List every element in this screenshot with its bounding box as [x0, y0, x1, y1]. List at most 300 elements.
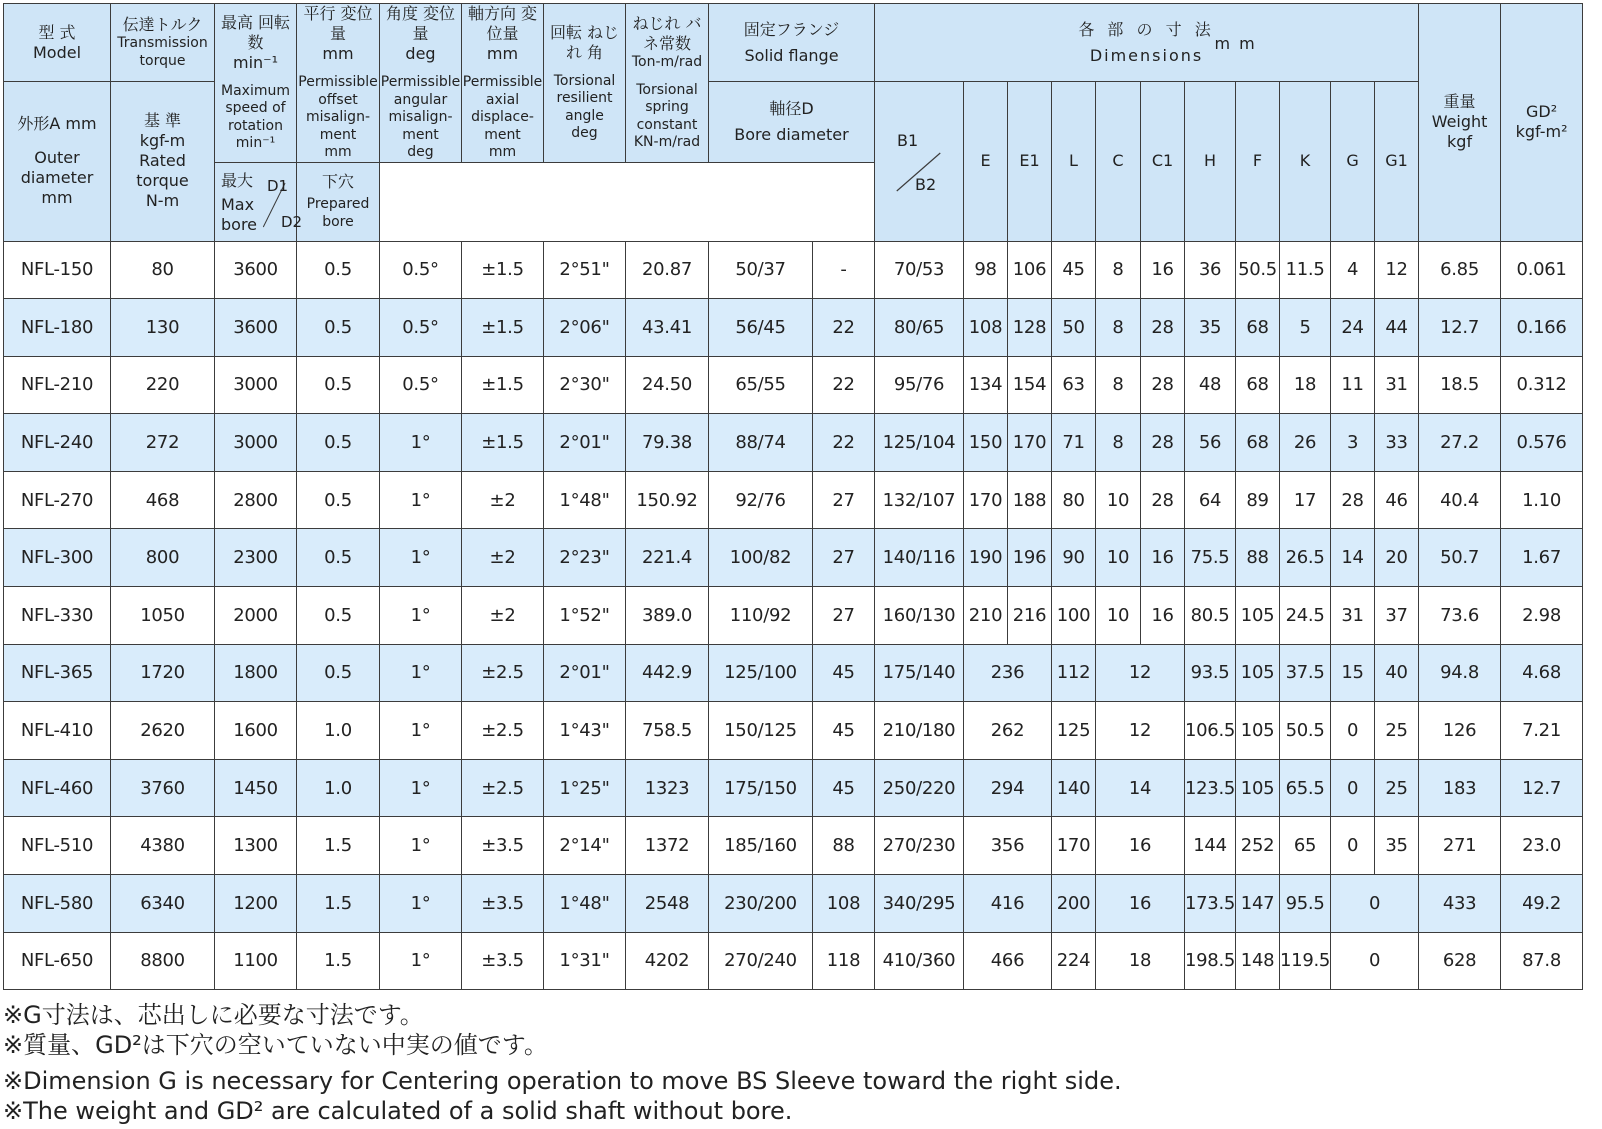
- cell-l: 90: [1052, 529, 1096, 587]
- cell-angular: 1°: [380, 471, 462, 529]
- cell-angular: 1°: [380, 702, 462, 760]
- cell-speed: 3000: [215, 356, 297, 414]
- cell-angular: 1°: [380, 644, 462, 702]
- cell-offset: 0.5: [297, 356, 380, 414]
- cell-l: 200: [1052, 875, 1096, 933]
- cell-gd: 49.2: [1501, 875, 1583, 933]
- cell-ee1: 236: [964, 644, 1052, 702]
- cell-l: 50: [1052, 299, 1096, 357]
- cell-spring: 2548: [626, 875, 709, 933]
- cell-b: 95/76: [875, 356, 964, 414]
- cell-angular: 0.5°: [380, 299, 462, 357]
- cell-spring: 150.92: [626, 471, 709, 529]
- cell-g1: 37: [1375, 587, 1419, 645]
- cell-ee1: 262: [964, 702, 1052, 760]
- cell-e1: 216: [1008, 587, 1052, 645]
- spec-table: [3, 3, 1583, 990]
- cell-e1: 128: [1008, 299, 1052, 357]
- cell-c1: 28: [1141, 299, 1185, 357]
- cell-torsion: 1°48": [544, 471, 626, 529]
- header-angular: 角度 変位量 deg Permissible angular misalign-ment deg: [380, 4, 461, 160]
- cell-torsion: 2°06": [544, 299, 626, 357]
- header-bore-diameter: 軸径D Bore diameter: [709, 82, 875, 163]
- cell-weight: 73.6: [1419, 587, 1501, 645]
- table-row: [4, 817, 1583, 875]
- cell-g: 11: [1331, 356, 1375, 414]
- cell-ee1: 294: [964, 759, 1052, 817]
- cell-axial: ±3.5: [462, 817, 544, 875]
- cell-spring: 221.4: [626, 529, 709, 587]
- cell-torque: 272: [111, 414, 215, 472]
- cell-g1: 25: [1375, 759, 1419, 817]
- cell-model: NFL-510: [4, 817, 111, 875]
- cell-k: 50.5: [1280, 702, 1331, 760]
- cell-f: 68: [1236, 414, 1280, 472]
- cell-model: NFL-210: [4, 356, 111, 414]
- cell-bore: 110/92: [709, 587, 813, 645]
- header-max-bore: 最大 Max bore D1 D2: [215, 162, 297, 241]
- cell-l: 71: [1052, 414, 1096, 472]
- cell-offset: 0.5: [297, 241, 380, 299]
- cell-speed: 1450: [215, 759, 297, 817]
- header-speed: 最高 回転数 min⁻¹ Maximum speed of rotation min⁻¹: [215, 4, 297, 163]
- cell-g1: 25: [1375, 702, 1419, 760]
- cell-torque: 800: [111, 529, 215, 587]
- cell-b: 80/65: [875, 299, 964, 357]
- cell-e: 98: [964, 241, 1008, 299]
- cell-offset: 0.5: [297, 471, 380, 529]
- cell-torque: 4380: [111, 817, 215, 875]
- cell-torque: 2620: [111, 702, 215, 760]
- cell-g: 0: [1331, 759, 1375, 817]
- cell-torque: 80: [111, 241, 215, 299]
- cell-f: 252: [1236, 817, 1280, 875]
- cell-gd: 23.0: [1501, 817, 1583, 875]
- cell-h: 173.5: [1185, 875, 1236, 933]
- cell-torque: 6340: [111, 875, 215, 933]
- cell-angular: 1°: [380, 875, 462, 933]
- cell-model: NFL-180: [4, 299, 111, 357]
- cell-e1: 106: [1008, 241, 1052, 299]
- cell-ee1: 356: [964, 817, 1052, 875]
- table-row: [4, 241, 1583, 299]
- cell-torsion: 2°30": [544, 356, 626, 414]
- cell-torque: 8800: [111, 932, 215, 990]
- cell-c: 10: [1096, 529, 1141, 587]
- cell-gg1: 0: [1331, 875, 1419, 933]
- cell-spring: 442.9: [626, 644, 709, 702]
- cell-model: NFL-410: [4, 702, 111, 760]
- cell-g: 15: [1331, 644, 1375, 702]
- table-row: [4, 587, 1583, 645]
- cell-prep: 108: [813, 875, 875, 933]
- cell-l: 45: [1052, 241, 1096, 299]
- cell-spring: 20.87: [626, 241, 709, 299]
- cell-l: 125: [1052, 702, 1096, 760]
- cell-gd: 1.10: [1501, 471, 1583, 529]
- cell-c1: 16: [1141, 529, 1185, 587]
- cell-speed: 1100: [215, 932, 297, 990]
- cell-angular: 0.5°: [380, 356, 462, 414]
- cell-h: 106.5: [1185, 702, 1236, 760]
- cell-g: 0: [1331, 702, 1375, 760]
- cell-f: 50.5: [1236, 241, 1280, 299]
- cell-c1: 28: [1141, 471, 1185, 529]
- cell-prep: 45: [813, 759, 875, 817]
- header-outer-diameter: 外形A mm Outer diameter mm: [4, 82, 111, 242]
- header-col-e: E: [964, 82, 1008, 242]
- cell-prep: 27: [813, 529, 875, 587]
- cell-bore: 185/160: [709, 817, 813, 875]
- cell-c: 8: [1096, 241, 1141, 299]
- cell-b: 125/104: [875, 414, 964, 472]
- cell-bore: 92/76: [709, 471, 813, 529]
- cell-spring: 1372: [626, 817, 709, 875]
- header-prepared-bore: 下穴 Prepared bore: [297, 162, 380, 241]
- cell-cc1: 12: [1096, 644, 1185, 702]
- cell-cc1: 16: [1096, 817, 1185, 875]
- cell-b: 140/116: [875, 529, 964, 587]
- cell-g1: 33: [1375, 414, 1419, 472]
- cell-k: 5: [1280, 299, 1331, 357]
- cell-prep: 22: [813, 414, 875, 472]
- cell-prep: 27: [813, 587, 875, 645]
- cell-prep: -: [813, 241, 875, 299]
- cell-weight: 12.7: [1419, 299, 1501, 357]
- cell-prep: 118: [813, 932, 875, 990]
- cell-c: 8: [1096, 299, 1141, 357]
- cell-b: 70/53: [875, 241, 964, 299]
- cell-k: 11.5: [1280, 241, 1331, 299]
- cell-l: 100: [1052, 587, 1096, 645]
- cell-b: 175/140: [875, 644, 964, 702]
- cell-e: 134: [964, 356, 1008, 414]
- cell-e1: 188: [1008, 471, 1052, 529]
- header-col-h: H: [1185, 82, 1236, 242]
- cell-c1: 28: [1141, 356, 1185, 414]
- cell-cc1: 14: [1096, 759, 1185, 817]
- dimensions-unit: m m: [1214, 33, 1257, 53]
- header-axial: 軸方向 変位量 mm Permissible axial displace-ment mm: [462, 4, 543, 160]
- cell-e1: 170: [1008, 414, 1052, 472]
- cell-torsion: 1°52": [544, 587, 626, 645]
- cell-model: NFL-150: [4, 241, 111, 299]
- cell-gd: 0.576: [1501, 414, 1583, 472]
- cell-offset: 1.5: [297, 817, 380, 875]
- table-row: [4, 529, 1583, 587]
- cell-weight: 27.2: [1419, 414, 1501, 472]
- cell-ee1: 416: [964, 875, 1052, 933]
- cell-b: 250/220: [875, 759, 964, 817]
- cell-e1: 154: [1008, 356, 1052, 414]
- cell-gg1: 0: [1331, 932, 1419, 990]
- note-weight-jp: ※質量、GD²は下穴の空いていない中実の値です。: [3, 1031, 548, 1059]
- cell-bore: 56/45: [709, 299, 813, 357]
- cell-g1: 35: [1375, 817, 1419, 875]
- header-offset: 平行 変位量 mm Permissible offset misalign-ment mm: [298, 4, 378, 160]
- cell-axial: ±1.5: [462, 356, 544, 414]
- cell-torque: 130: [111, 299, 215, 357]
- cell-c: 8: [1096, 356, 1141, 414]
- cell-h: 123.5: [1185, 759, 1236, 817]
- header-col-f: F: [1236, 82, 1280, 242]
- cell-torsion: 1°25": [544, 759, 626, 817]
- cell-torque: 1720: [111, 644, 215, 702]
- cell-speed: 2300: [215, 529, 297, 587]
- table-row: [4, 644, 1583, 702]
- cell-bore: 125/100: [709, 644, 813, 702]
- cell-angular: 1°: [380, 587, 462, 645]
- cell-offset: 1.5: [297, 932, 380, 990]
- cell-weight: 126: [1419, 702, 1501, 760]
- cell-axial: ±2.5: [462, 644, 544, 702]
- cell-model: NFL-580: [4, 875, 111, 933]
- cell-weight: 94.8: [1419, 644, 1501, 702]
- cell-g1: 40: [1375, 644, 1419, 702]
- note-weight-en: ※The weight and GD² are calculated of a solid shaft without bore.: [3, 1097, 793, 1125]
- header-rated-torque: 基 準 kgf-m Rated torque N-m: [111, 82, 215, 242]
- cell-torsion: 1°43": [544, 702, 626, 760]
- cell-f: 147: [1236, 875, 1280, 933]
- cell-h: 36: [1185, 241, 1236, 299]
- cell-k: 24.5: [1280, 587, 1331, 645]
- cell-b: 210/180: [875, 702, 964, 760]
- cell-torsion: 1°48": [544, 875, 626, 933]
- cell-k: 18: [1280, 356, 1331, 414]
- cell-bore: 50/37: [709, 241, 813, 299]
- cell-gd: 7.21: [1501, 702, 1583, 760]
- cell-g: 24: [1331, 299, 1375, 357]
- cell-prep: 22: [813, 356, 875, 414]
- cell-l: 170: [1052, 817, 1096, 875]
- cell-h: 75.5: [1185, 529, 1236, 587]
- cell-angular: 0.5°: [380, 241, 462, 299]
- cell-b: 132/107: [875, 471, 964, 529]
- cell-e1: 196: [1008, 529, 1052, 587]
- cell-f: 105: [1236, 587, 1280, 645]
- cell-gd: 2.98: [1501, 587, 1583, 645]
- cell-e: 190: [964, 529, 1008, 587]
- cell-bore: 65/55: [709, 356, 813, 414]
- cell-l: 224: [1052, 932, 1096, 990]
- cell-axial: ±2: [462, 529, 544, 587]
- cell-spring: 79.38: [626, 414, 709, 472]
- cell-weight: 50.7: [1419, 529, 1501, 587]
- cell-model: NFL-330: [4, 587, 111, 645]
- table-row: [4, 299, 1583, 357]
- cell-b: 270/230: [875, 817, 964, 875]
- cell-f: 148: [1236, 932, 1280, 990]
- cell-f: 105: [1236, 644, 1280, 702]
- header-col-c: C: [1096, 82, 1141, 242]
- header-col-c1: C1: [1141, 82, 1185, 242]
- cell-model: NFL-460: [4, 759, 111, 817]
- header-col-e1: E1: [1008, 82, 1052, 242]
- cell-axial: ±1.5: [462, 241, 544, 299]
- cell-bore: 175/150: [709, 759, 813, 817]
- header-col-k: K: [1280, 82, 1331, 242]
- cell-gd: 0.312: [1501, 356, 1583, 414]
- cell-f: 68: [1236, 299, 1280, 357]
- cell-l: 63: [1052, 356, 1096, 414]
- cell-weight: 18.5: [1419, 356, 1501, 414]
- cell-h: 144: [1185, 817, 1236, 875]
- cell-h: 93.5: [1185, 644, 1236, 702]
- cell-f: 89: [1236, 471, 1280, 529]
- cell-g1: 46: [1375, 471, 1419, 529]
- cell-speed: 2800: [215, 471, 297, 529]
- cell-weight: 271: [1419, 817, 1501, 875]
- cell-weight: 6.85: [1419, 241, 1501, 299]
- cell-b: 160/130: [875, 587, 964, 645]
- cell-g: 28: [1331, 471, 1375, 529]
- cell-axial: ±1.5: [462, 299, 544, 357]
- cell-offset: 0.5: [297, 644, 380, 702]
- cell-model: NFL-365: [4, 644, 111, 702]
- cell-bore: 88/74: [709, 414, 813, 472]
- cell-angular: 1°: [380, 817, 462, 875]
- cell-l: 112: [1052, 644, 1096, 702]
- header-gd2: GD² kgf-m²: [1501, 4, 1583, 242]
- cell-gd: 0.061: [1501, 241, 1583, 299]
- cell-angular: 1°: [380, 759, 462, 817]
- table-row: [4, 702, 1583, 760]
- cell-g: 3: [1331, 414, 1375, 472]
- cell-c1: 16: [1141, 587, 1185, 645]
- cell-torque: 468: [111, 471, 215, 529]
- cell-c: 10: [1096, 471, 1141, 529]
- note-g-dimension-jp: ※G寸法は、芯出しに必要な寸法です。: [3, 1001, 424, 1029]
- cell-axial: ±2.5: [462, 702, 544, 760]
- cell-g: 31: [1331, 587, 1375, 645]
- cell-cc1: 16: [1096, 875, 1185, 933]
- cell-h: 48: [1185, 356, 1236, 414]
- cell-angular: 1°: [380, 932, 462, 990]
- cell-torque: 1050: [111, 587, 215, 645]
- cell-torsion: 1°31": [544, 932, 626, 990]
- cell-bore: 150/125: [709, 702, 813, 760]
- cell-offset: 1.5: [297, 875, 380, 933]
- header-torque: 伝達トルク Transmission torque: [111, 4, 215, 82]
- cell-prep: 27: [813, 471, 875, 529]
- cell-cc1: 12: [1096, 702, 1185, 760]
- spec-table-body: [4, 241, 1583, 990]
- cell-angular: 1°: [380, 414, 462, 472]
- cell-k: 26: [1280, 414, 1331, 472]
- cell-torsion: 2°23": [544, 529, 626, 587]
- notes: [3, 1000, 1593, 1126]
- cell-gd: 0.166: [1501, 299, 1583, 357]
- cell-speed: 1600: [215, 702, 297, 760]
- cell-f: 105: [1236, 759, 1280, 817]
- cell-gd: 4.68: [1501, 644, 1583, 702]
- cell-torsion: 2°14": [544, 817, 626, 875]
- cell-h: 198.5: [1185, 932, 1236, 990]
- cell-h: 35: [1185, 299, 1236, 357]
- cell-b: 340/295: [875, 875, 964, 933]
- cell-h: 56: [1185, 414, 1236, 472]
- cell-k: 65: [1280, 817, 1331, 875]
- cell-g: 14: [1331, 529, 1375, 587]
- header-col-g: G: [1331, 82, 1375, 242]
- cell-spring: 1323: [626, 759, 709, 817]
- cell-model: NFL-650: [4, 932, 111, 990]
- header-dimensions: 各 部 の 寸 法 Dimensions m m: [875, 4, 1419, 82]
- note-g-dimension-en: ※Dimension G is necessary for Centering operation to move BS Sleeve toward the right side.: [3, 1067, 1122, 1095]
- cell-k: 95.5: [1280, 875, 1331, 933]
- header-spring: ねじれ バネ常数 Ton-m/rad Torsional spring constant KN-m/rad: [626, 4, 709, 163]
- cell-speed: 3000: [215, 414, 297, 472]
- cell-axial: ±3.5: [462, 875, 544, 933]
- cell-gd: 87.8: [1501, 932, 1583, 990]
- cell-prep: 22: [813, 299, 875, 357]
- cell-bore: 230/200: [709, 875, 813, 933]
- table-row: [4, 875, 1583, 933]
- cell-weight: 628: [1419, 932, 1501, 990]
- table-row: [4, 414, 1583, 472]
- table-row: [4, 356, 1583, 414]
- cell-spring: 4202: [626, 932, 709, 990]
- header-col-g1: G1: [1375, 82, 1419, 242]
- cell-speed: 3600: [215, 299, 297, 357]
- cell-k: 17: [1280, 471, 1331, 529]
- cell-f: 88: [1236, 529, 1280, 587]
- cell-gd: 12.7: [1501, 759, 1583, 817]
- cell-offset: 1.0: [297, 759, 380, 817]
- cell-offset: 0.5: [297, 587, 380, 645]
- cell-gd: 1.67: [1501, 529, 1583, 587]
- cell-e: 210: [964, 587, 1008, 645]
- cell-speed: 2000: [215, 587, 297, 645]
- cell-axial: ±1.5: [462, 414, 544, 472]
- cell-g1: 20: [1375, 529, 1419, 587]
- cell-axial: ±2.5: [462, 759, 544, 817]
- header-weight: 重量 Weight kgf: [1419, 4, 1501, 242]
- cell-speed: 1300: [215, 817, 297, 875]
- cell-torque: 220: [111, 356, 215, 414]
- cell-spring: 43.41: [626, 299, 709, 357]
- cell-offset: 1.0: [297, 702, 380, 760]
- table-row: [4, 471, 1583, 529]
- cell-torque: 3760: [111, 759, 215, 817]
- cell-speed: 1800: [215, 644, 297, 702]
- cell-axial: ±3.5: [462, 932, 544, 990]
- cell-weight: 433: [1419, 875, 1501, 933]
- cell-g1: 44: [1375, 299, 1419, 357]
- cell-c1: 16: [1141, 241, 1185, 299]
- cell-torsion: 2°51": [544, 241, 626, 299]
- cell-axial: ±2: [462, 471, 544, 529]
- cell-l: 80: [1052, 471, 1096, 529]
- cell-spring: 24.50: [626, 356, 709, 414]
- cell-c1: 28: [1141, 414, 1185, 472]
- cell-ee1: 466: [964, 932, 1052, 990]
- header-torsion: 回転 ねじれ 角 Torsional resilient angle deg: [544, 4, 626, 163]
- cell-h: 64: [1185, 471, 1236, 529]
- cell-model: NFL-270: [4, 471, 111, 529]
- header-flange: 固定フランジ Solid flange: [709, 4, 875, 82]
- cell-model: NFL-300: [4, 529, 111, 587]
- cell-f: 68: [1236, 356, 1280, 414]
- cell-angular: 1°: [380, 529, 462, 587]
- cell-e: 108: [964, 299, 1008, 357]
- cell-offset: 0.5: [297, 414, 380, 472]
- cell-prep: 45: [813, 644, 875, 702]
- cell-k: 65.5: [1280, 759, 1331, 817]
- cell-c: 10: [1096, 587, 1141, 645]
- cell-weight: 40.4: [1419, 471, 1501, 529]
- cell-c: 8: [1096, 414, 1141, 472]
